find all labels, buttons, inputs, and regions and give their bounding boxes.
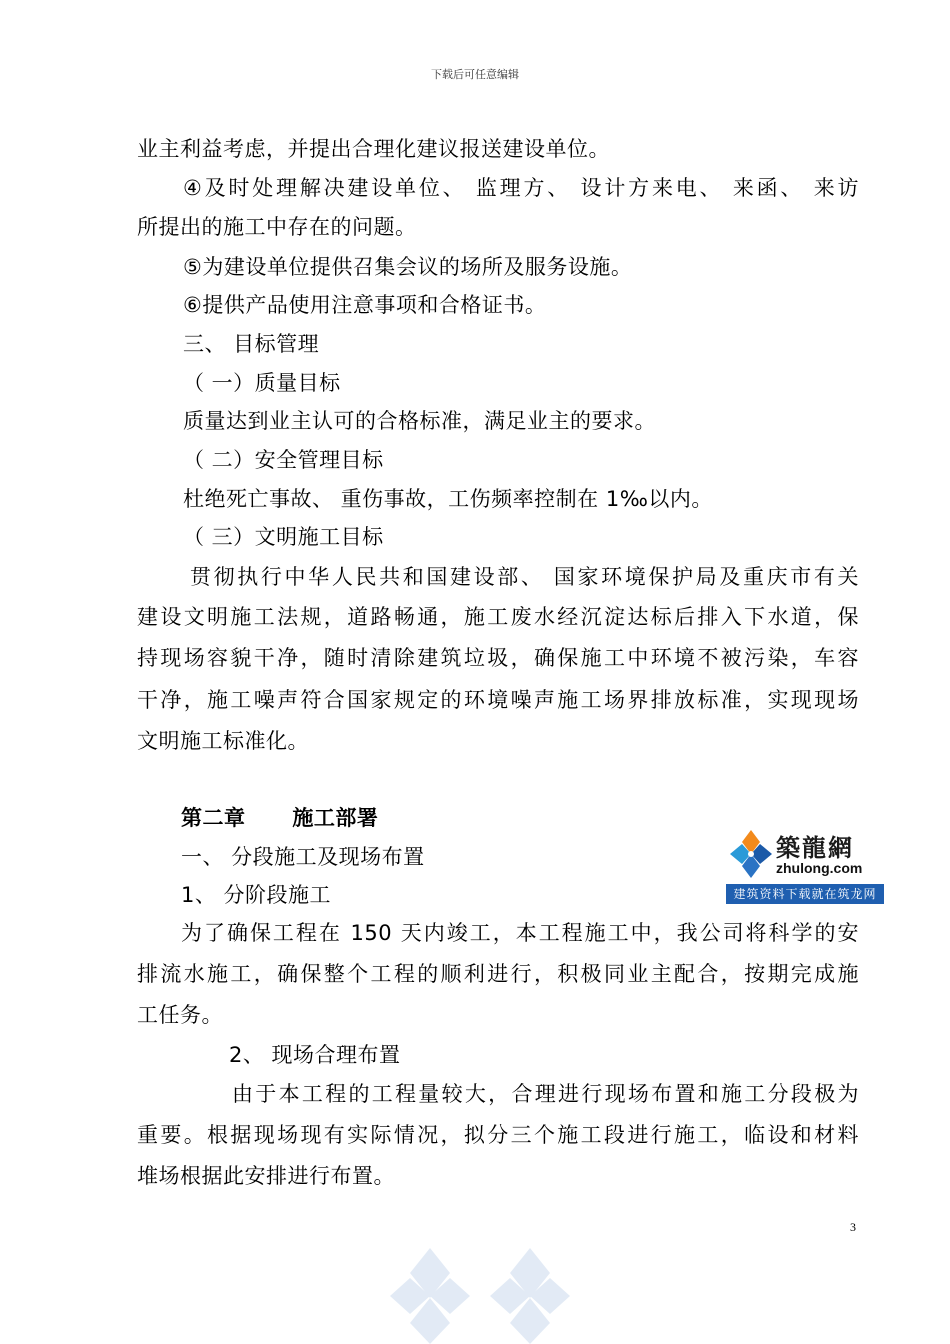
body-line: 由于本工程的工程量较大，合理进行现场布置和施工分段极为	[232, 1082, 859, 1106]
page-number: 3	[850, 1220, 856, 1234]
body-line: ⑤为建设单位提供召集会议的场所及服务设施。	[183, 255, 633, 279]
page-header: 下载后可任意编辑	[431, 68, 519, 81]
body-line: 所提出的施工中存在的问题。	[137, 215, 417, 239]
body-line: 排流水施工，确保整个工程的顺利进行，积极同业主配合，按期完成施	[137, 962, 859, 986]
section-heading: 一、 分段施工及现场布置	[181, 845, 425, 869]
logo-domain: zhulong.com	[776, 860, 863, 876]
body-line: 建设文明施工法规，道路畅通，施工废水经沉淀达标后排入下水道，保	[137, 605, 859, 629]
body-line: 贯彻执行中华人民共和国建设部、 国家环境保护局及重庆市有关	[190, 565, 859, 589]
zhulong-logo	[726, 826, 884, 904]
subsection-heading: 2、 现场合理布置	[229, 1043, 401, 1067]
subsection-heading: 1、 分阶段施工	[181, 883, 332, 907]
logo-slogan: 建筑资料下载就在筑龙网	[726, 884, 884, 904]
chapter-heading: 第二章 施工部署	[181, 806, 379, 830]
watermark-snowflake-icon	[380, 1238, 580, 1344]
logo-chinese-name: 築龍網	[776, 833, 854, 862]
body-line: 持现场容貌干净，随时清除建筑垃圾，确保施工中环境不被污染，车容	[137, 646, 859, 670]
body-line: ④及时处理解决建设单位、 监理方、 设计方来电、 来函、 来访	[183, 176, 859, 200]
subsection-heading: （ 三）文明施工目标	[183, 525, 384, 549]
body-line: 业主利益考虑，并提出合理化建议报送建设单位。	[137, 137, 610, 161]
subsection-heading: （ 一）质量目标	[183, 371, 341, 395]
body-line: 杜绝死亡事故、 重伤事故，工伤频率控制在 1‰以内。	[183, 487, 713, 511]
zhulong-snowflake-icon	[728, 826, 774, 882]
subsection-heading: （ 二）安全管理目标	[183, 448, 384, 472]
section-heading: 三、 目标管理	[183, 332, 320, 356]
body-line: 文明施工标准化。	[137, 729, 309, 753]
body-line: 堆场根据此安排进行布置。	[137, 1164, 395, 1188]
body-line: 质量达到业主认可的合格标准，满足业主的要求。	[183, 409, 656, 433]
body-line: ⑥提供产品使用注意事项和合格证书。	[183, 293, 547, 317]
body-line: 为了确保工程在 150 天内竣工，本工程施工中，我公司将科学的安	[181, 921, 859, 945]
body-line: 干净，施工噪声符合国家规定的环境噪声施工场界排放标准，实现现场	[137, 688, 859, 712]
body-line: 工任务。	[137, 1003, 223, 1027]
body-line: 重要。根据现场现有实际情况，拟分三个施工段进行施工，临设和材料	[137, 1123, 859, 1147]
